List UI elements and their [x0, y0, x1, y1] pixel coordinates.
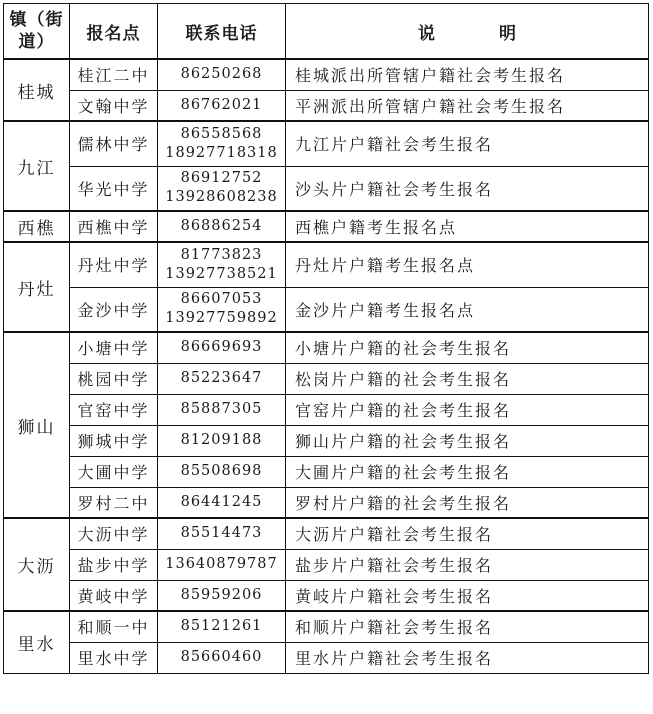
table-row	[4, 611, 649, 642]
phone-cell	[158, 287, 286, 332]
phone-number: 86912752	[180, 170, 263, 187]
header-note-right: 明	[499, 23, 516, 44]
phone-cell	[158, 242, 286, 287]
phone-cell	[158, 487, 286, 518]
header-row	[4, 4, 649, 60]
phone-cell	[158, 363, 286, 394]
note-cell: 里水片户籍社会考生报名	[286, 642, 649, 673]
site-cell: 文翰中学	[70, 90, 158, 121]
phone-cell	[158, 59, 286, 90]
table-row	[4, 166, 649, 211]
phone-cell	[158, 518, 286, 549]
town-cell: 大沥	[4, 518, 70, 611]
phone-number: 86558568	[180, 125, 263, 142]
phone-number: 85514473	[180, 525, 263, 542]
registration-table-wrapper	[3, 3, 649, 674]
table-row	[4, 642, 649, 673]
town-cell: 丹灶	[4, 242, 70, 332]
phone-cell	[158, 166, 286, 211]
phone-number: 85959206	[180, 586, 263, 603]
phone-number: 13927759892	[165, 310, 278, 327]
note-cell: 小塘片户籍的社会考生报名	[286, 332, 649, 363]
note-cell: 九江片户籍社会考生报名	[286, 121, 649, 166]
phone-number: 86886254	[180, 218, 263, 234]
note-cell: 西樵户籍考生报名点	[286, 211, 649, 242]
phone-number: 85508698	[180, 463, 263, 479]
phone-cell	[158, 580, 286, 611]
header-phone: 联系电话	[158, 4, 286, 60]
phone-number: 86250268	[180, 66, 263, 83]
note-cell: 盐步片户籍社会考生报名	[286, 549, 649, 580]
note-cell: 桂城派出所管辖户籍社会考生报名	[286, 59, 649, 90]
table-row	[4, 242, 649, 287]
site-cell: 黄岐中学	[70, 580, 158, 611]
site-cell: 儒林中学	[70, 121, 158, 166]
note-cell: 黄岐片户籍社会考生报名	[286, 580, 649, 611]
phone-cell	[158, 549, 286, 580]
phone-number: 81773823	[180, 246, 263, 263]
note-cell: 大沥片户籍社会考生报名	[286, 518, 649, 549]
phone-cell	[158, 211, 286, 242]
note-cell: 沙头片户籍社会考生报名	[286, 166, 649, 211]
table-row	[4, 487, 649, 518]
town-cell: 九江	[4, 121, 70, 211]
site-cell: 小塘中学	[70, 332, 158, 363]
town-cell: 狮山	[4, 332, 70, 518]
table-row	[4, 121, 649, 166]
phone-number: 85887305	[180, 401, 263, 417]
table-body	[4, 59, 649, 673]
table-row	[4, 59, 649, 90]
site-cell: 里水中学	[70, 642, 158, 673]
phone-number: 81209188	[180, 432, 263, 448]
site-cell: 丹灶中学	[70, 242, 158, 287]
site-cell: 桂江二中	[70, 59, 158, 90]
phone-number: 13928608238	[165, 189, 278, 206]
site-cell: 大沥中学	[70, 518, 158, 549]
note-cell: 平洲派出所管辖户籍社会考生报名	[286, 90, 649, 121]
site-cell: 官窑中学	[70, 394, 158, 425]
table-row	[4, 90, 649, 121]
table-row	[4, 425, 649, 456]
site-cell: 狮城中学	[70, 425, 158, 456]
table-row	[4, 580, 649, 611]
header-town: 镇（街道）	[4, 4, 70, 60]
site-cell: 西樵中学	[70, 211, 158, 242]
phone-number: 86607053	[180, 291, 263, 308]
phone-number: 86762021	[180, 96, 263, 113]
phone-cell	[158, 394, 286, 425]
phone-number: 13927738521	[165, 265, 278, 282]
site-cell: 和顺一中	[70, 611, 158, 642]
phone-cell	[158, 456, 286, 487]
table-row	[4, 332, 649, 363]
table-row	[4, 363, 649, 394]
table-row	[4, 518, 649, 549]
phone-number: 86441245	[180, 493, 263, 510]
note-cell: 官窑片户籍的社会考生报名	[286, 394, 649, 425]
table-row	[4, 211, 649, 242]
town-cell: 西樵	[4, 211, 70, 242]
phone-cell	[158, 332, 286, 363]
note-cell: 松岗片户籍的社会考生报名	[286, 363, 649, 394]
note-cell: 金沙片户籍考生报名点	[286, 287, 649, 332]
site-cell: 罗村二中	[70, 487, 158, 518]
header-note	[286, 4, 649, 60]
phone-cell	[158, 121, 286, 166]
phone-number: 85223647	[180, 370, 263, 386]
phone-cell	[158, 642, 286, 673]
note-cell: 罗村片户籍的社会考生报名	[286, 487, 649, 518]
phone-cell	[158, 425, 286, 456]
site-cell: 金沙中学	[70, 287, 158, 332]
table-row	[4, 394, 649, 425]
phone-number: 13640879787	[165, 556, 278, 572]
phone-number: 85121261	[180, 618, 263, 635]
phone-number: 85660460	[180, 649, 263, 665]
phone-number: 18927718318	[165, 144, 278, 161]
header-site: 报名点	[70, 4, 158, 60]
table-row	[4, 456, 649, 487]
site-cell: 盐步中学	[70, 549, 158, 580]
note-cell: 大圃片户籍的社会考生报名	[286, 456, 649, 487]
site-cell: 桃园中学	[70, 363, 158, 394]
note-cell: 丹灶片户籍考生报名点	[286, 242, 649, 287]
header-note-left: 说	[418, 23, 435, 44]
table-row	[4, 549, 649, 580]
table-row	[4, 287, 649, 332]
site-cell: 华光中学	[70, 166, 158, 211]
note-cell: 狮山片户籍的社会考生报名	[286, 425, 649, 456]
note-cell: 和顺片户籍社会考生报名	[286, 611, 649, 642]
registration-table	[3, 3, 649, 674]
site-cell: 大圃中学	[70, 456, 158, 487]
phone-cell	[158, 90, 286, 121]
town-cell: 桂城	[4, 59, 70, 121]
phone-cell	[158, 611, 286, 642]
town-cell: 里水	[4, 611, 70, 673]
phone-number: 86669693	[180, 339, 263, 356]
